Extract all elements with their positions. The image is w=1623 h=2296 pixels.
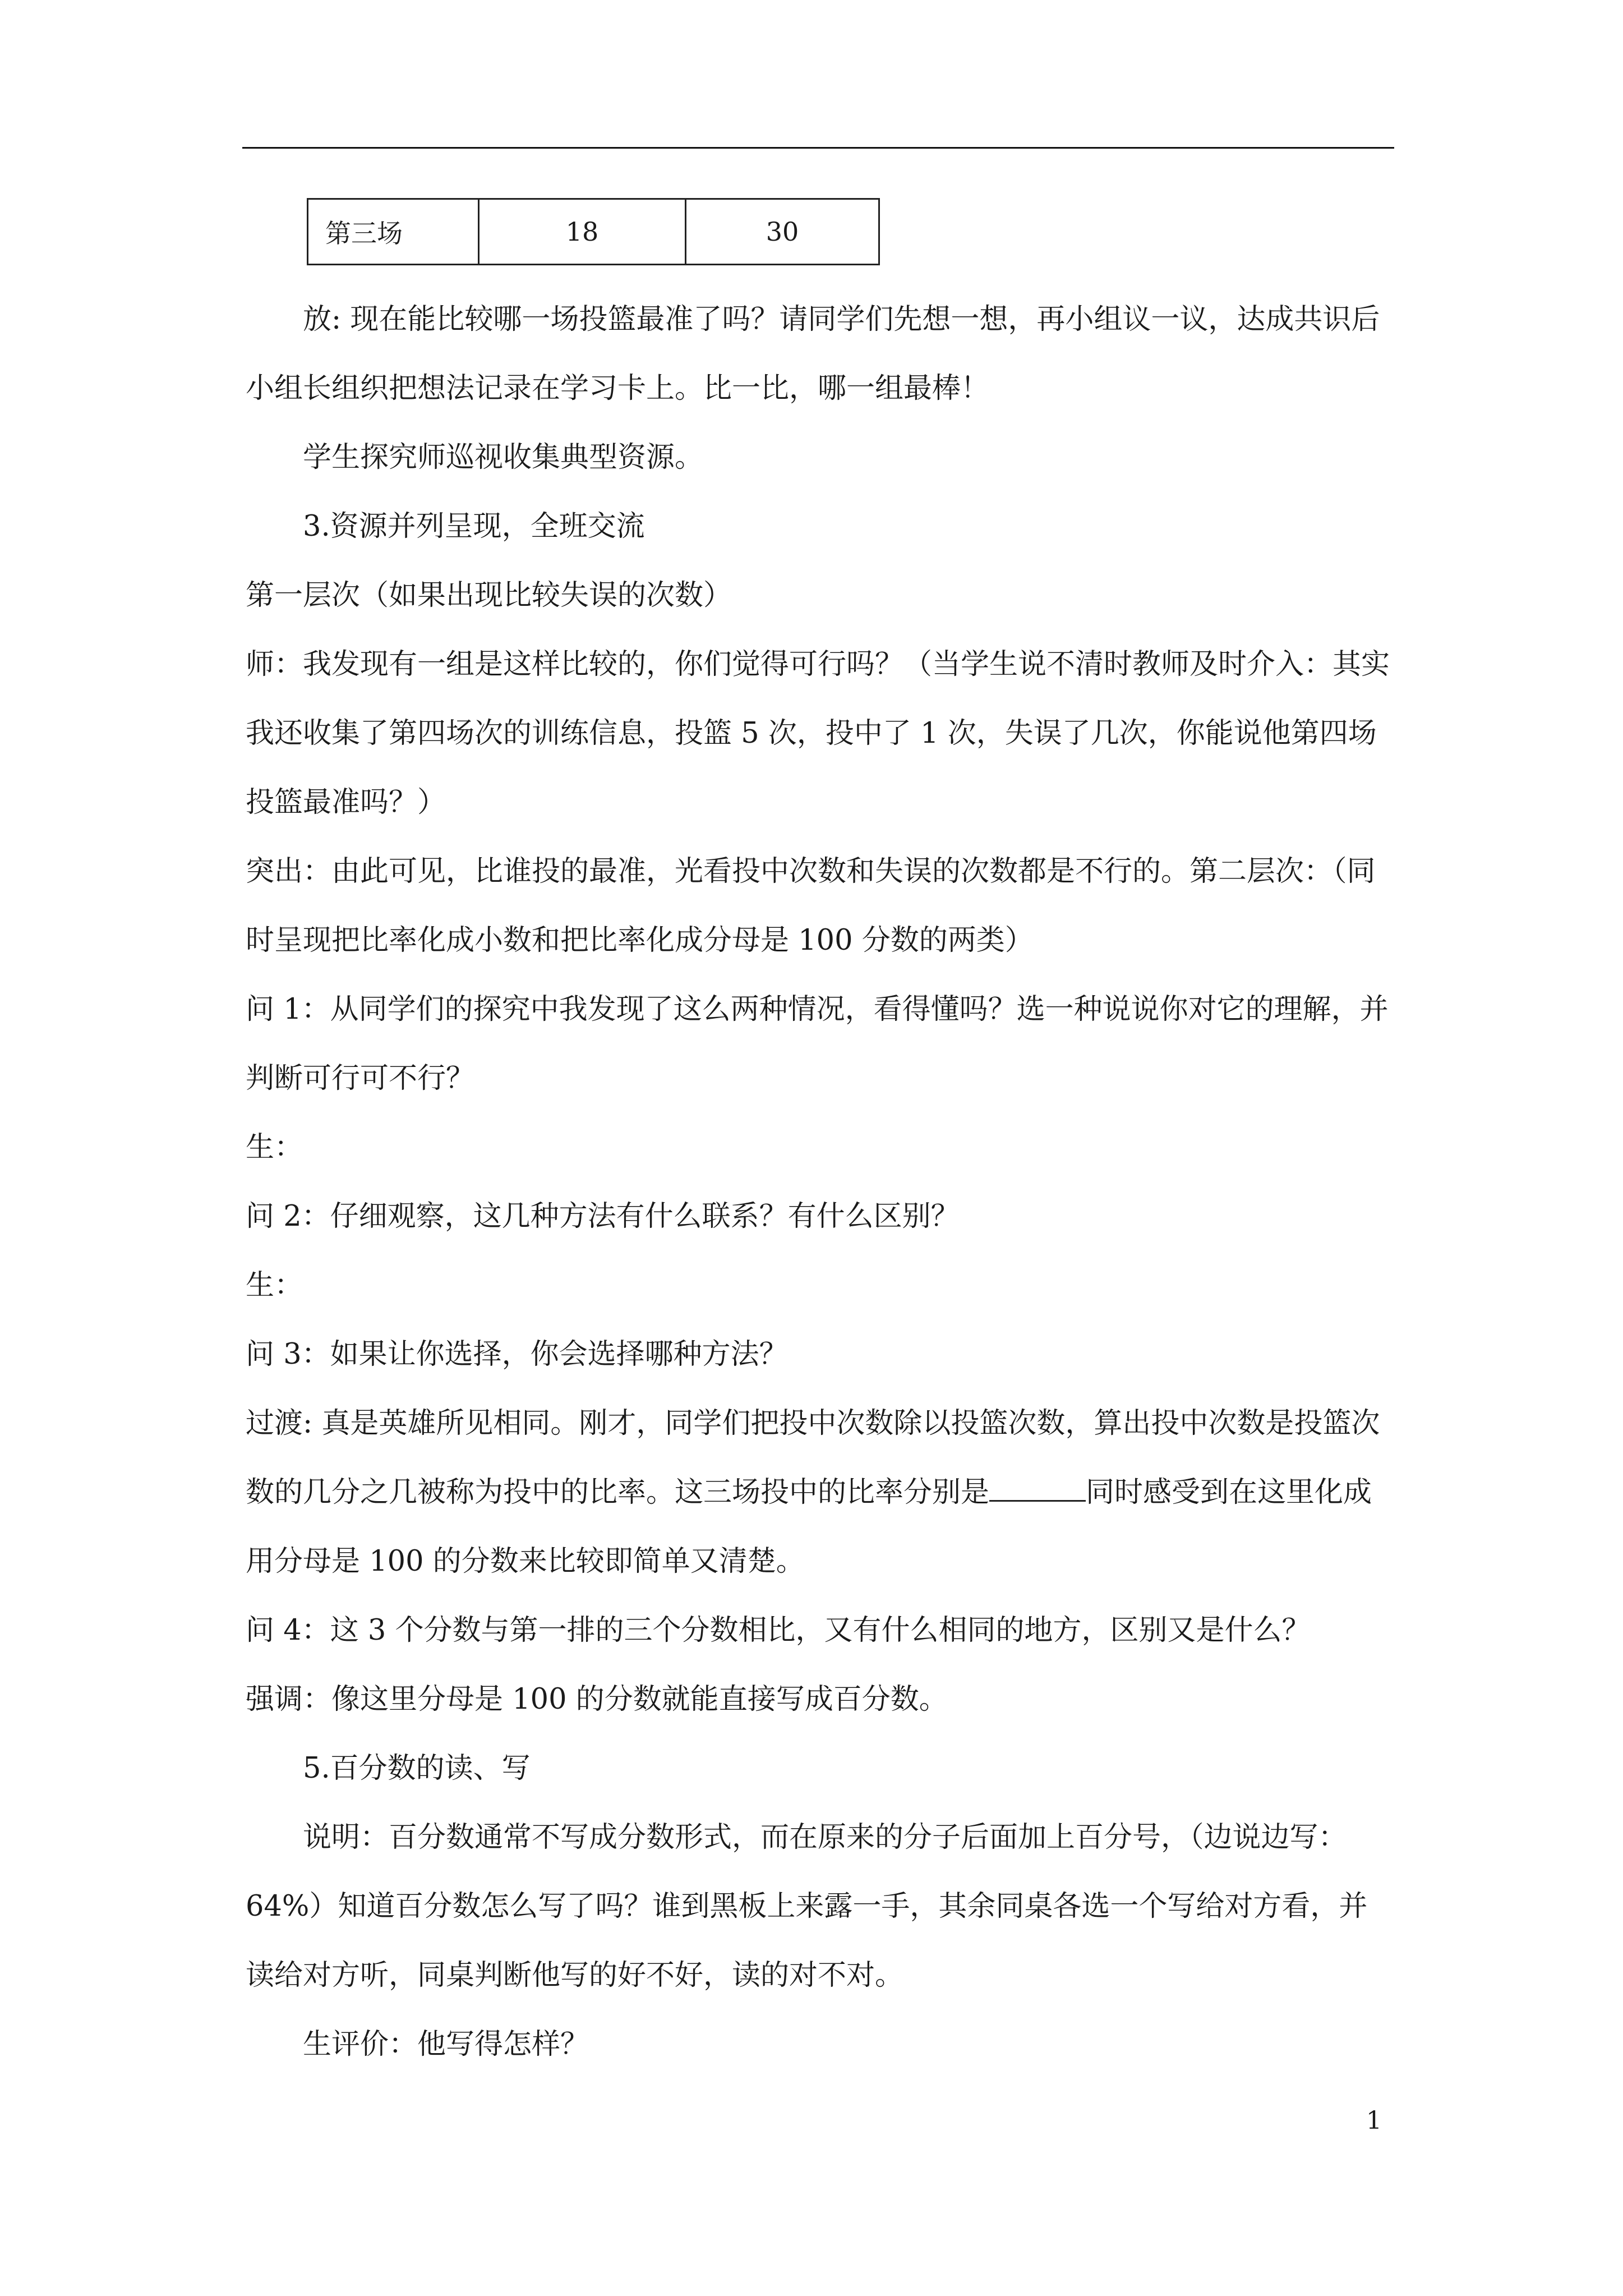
score-table	[307, 198, 880, 265]
section-heading: 5.百分数的读、写	[303, 1752, 531, 1785]
paragraph-text: 过渡: 真是英雄所见相同。刚才，同学们把投中次数除以投篮次数，算出投中次数是投篮次数的几分之几被称为投中的比率。这三场投中的比率分别是	[246, 1407, 1380, 1509]
paragraph: 生：	[246, 1269, 303, 1302]
paragraph: 生评价：他写得怎样？	[303, 2028, 589, 2061]
paragraph: 问 1：从同学们的探究中我发现了这么两种情况，看得懂吗？选一种说说你对它的理解，并判断可行可不行？	[246, 993, 1389, 1095]
page-number: 1	[1366, 2106, 1382, 2135]
paragraph: 放: 现在能比较哪一场投篮最准了吗？请同学们先想一想，再小组议一议，达成共识后小组长组织把想法记录在学习卡上。比一比，哪一组最棒！	[246, 303, 1380, 405]
paragraph: 突出：由此可见，比谁投的最准，光看投中次数和失误的次数都是不行的。第二层次：（同时呈现把比率化成小数和把比率化成分母是 100 分数的两类）	[246, 855, 1376, 957]
document-body	[246, 285, 1391, 2079]
paragraph	[246, 1389, 1391, 1596]
paragraph-text: 同时感受到在这里化成用分母是 100 的分数来比较即简单又清楚。	[246, 1476, 1372, 1578]
paragraph: 问 3：如果让你选择，你会选择哪种方法？	[246, 1338, 788, 1371]
paragraph: 师：我发现有一组是这样比较的，你们觉得可行吗？（当学生说不清时教师及时介入：其实我还收集了第四场次的训练信息，投篮 5 次，投中了 1 次，失误了几次，你能说他第四场投篮最准吗？）	[246, 648, 1390, 819]
paragraph: 说明：百分数通常不写成分数形式，而在原来的分子后面加上百分号，（边说边写：64%）知道百分数怎么写了吗？谁到黑板上来露一手，其余同桌各选一个写给对方看，并读给对方听，同桌判断他写的好不好，读的对不对。	[246, 1821, 1368, 1992]
paragraph: 问 2：仔细观察，这几种方法有什么联系？有什么区别？	[246, 1200, 960, 1233]
section-heading: 3.资源并列呈现，全班交流	[303, 510, 645, 543]
table-cell-hits: 18	[479, 199, 686, 265]
header-rule	[242, 147, 1394, 149]
paragraph: 学生探究师巡视收集典型资源。	[303, 441, 704, 474]
table-cell-label: 第三场	[308, 199, 479, 265]
paragraph: 第一层次（如果出现比较失误的次数）	[246, 579, 732, 612]
paragraph: 强调：像这里分母是 100 的分数就能直接写成百分数。	[246, 1683, 948, 1716]
paragraph: 生：	[246, 1131, 303, 1164]
table-cell-attempts: 30	[686, 199, 879, 265]
fill-in-blank	[989, 1467, 1086, 1502]
table-row	[308, 199, 879, 265]
paragraph: 问 4：这 3 个分数与第一排的三个分数相比，又有什么相同的地方，区别又是什么？	[246, 1614, 1311, 1647]
